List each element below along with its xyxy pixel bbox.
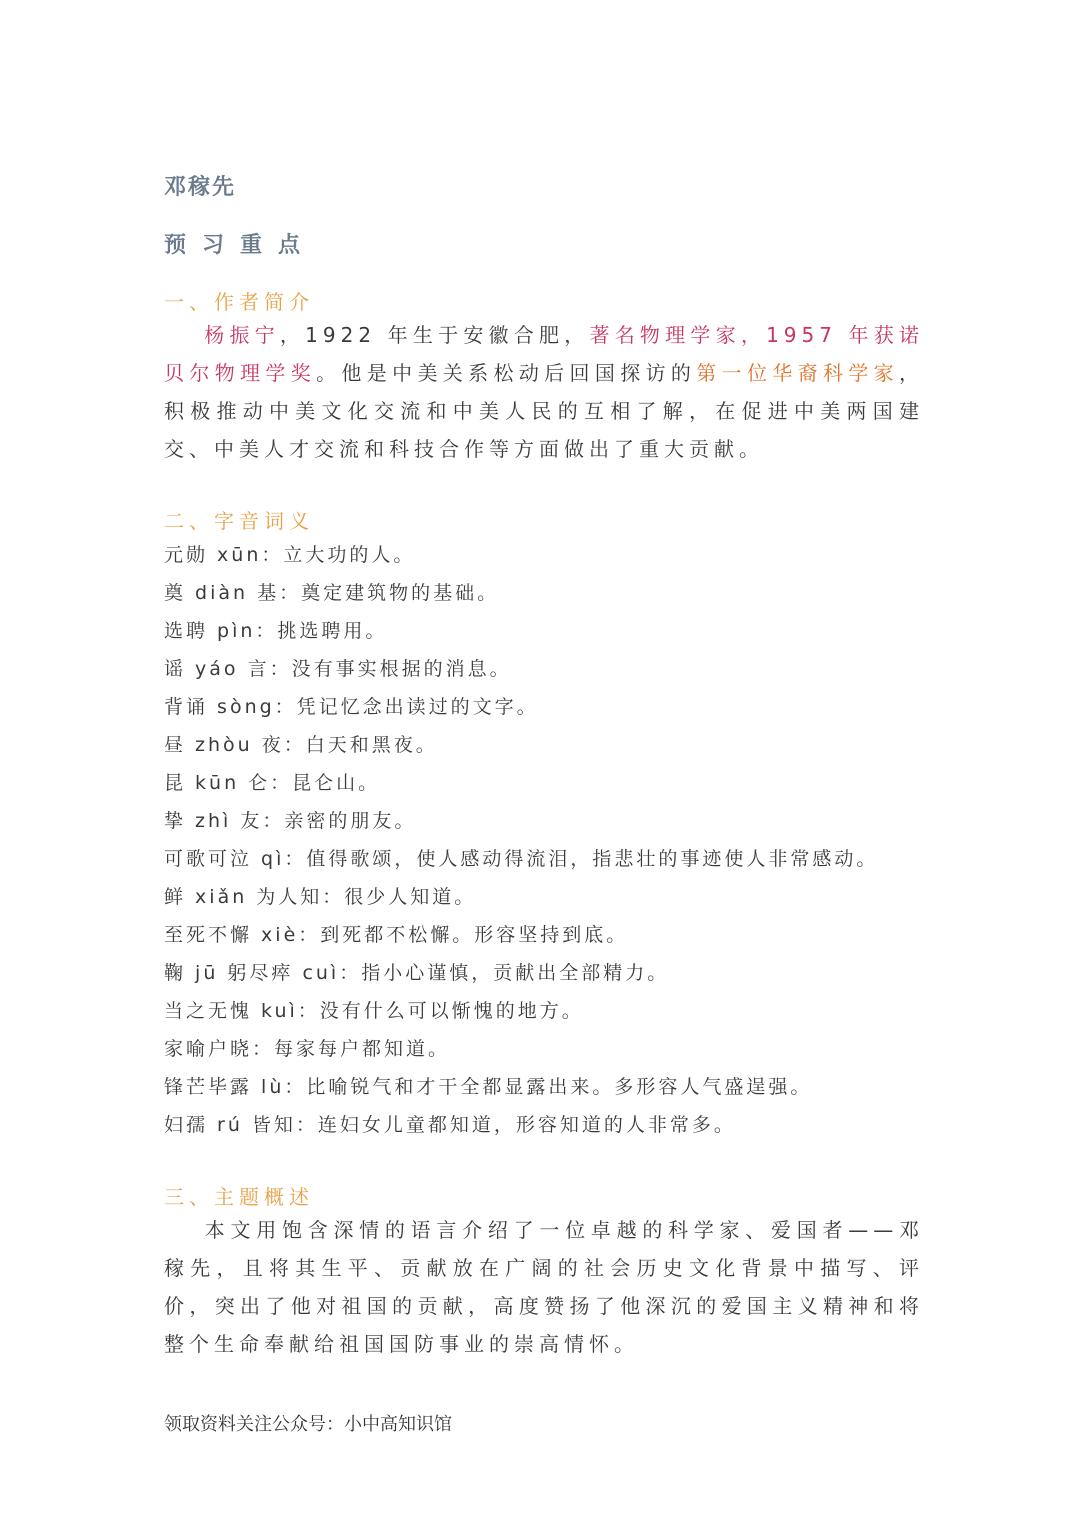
list-item: 元勋 xūn：立大功的人。 [164,544,416,566]
footer-note: 领取资料关注公众号：小中高知识馆 [164,1414,452,1435]
list-item: 妇孺 rú 皆知：连妇女儿童都知道，形容知道的人非常多。 [164,1114,736,1136]
section-heading-author: 一、作者简介 [164,290,314,314]
list-item: 锋芒毕露 lù：比喻锐气和才干全都显露出来。多形容人气盛逞强。 [164,1076,813,1098]
list-item: 当之无愧 kuì：没有什么可以惭愧的地方。 [164,1000,584,1022]
paragraph-text: 本文用饱含深情的语言介绍了一位卓越的科学家、爱国者——邓稼先，且将其生平、贡献放在广阔的社会历史文化背景中描写、评价，突出了他对祖国的贡献，高度赞扬了他深沉的爱国主义精神和将整个生命奉献给祖国国防事业的崇高情怀。 [164,1218,924,1356]
author-highlight: 著名物理学家，1957 年获诺贝尔物理学奖 [164,323,925,385]
list-item: 挚 zhì 友：亲密的朋友。 [164,810,417,832]
page-title: 邓稼先 [164,175,237,200]
section-heading-vocab: 二、字音词义 [164,509,314,533]
list-item: 背诵 sòng：凭记忆念出读过的文字。 [164,696,539,718]
list-item: 鲜 xiǎn 为人知：很少人知道。 [164,886,477,908]
vocab-list [164,536,944,1144]
page-subtitle: 预习重点 [164,233,317,258]
paragraph-text: ，积极推动中美文化交流和中美人民的互相了解，在促进中美两国建交、中美人才交流和科技合作等方面做出了重大贡献。 [164,361,925,461]
theme-paragraph [164,1211,924,1363]
author-highlight-orange: 第一位华裔科学家 [696,361,900,385]
paragraph-text: ，1922 年生于安徽合肥， [279,323,590,347]
list-item: 谣 yáo 言：没有事实根据的消息。 [164,658,512,680]
list-item: 选聘 pìn：挑选聘用。 [164,620,388,642]
author-name: 杨振宁 [204,323,280,347]
list-item: 可歌可泣 qì：值得歌颂，使人感动得流泪，指悲壮的事迹使人非常感动。 [164,848,879,870]
list-item: 昆 kūn 仑：昆仑山。 [164,772,381,794]
paragraph-text: 。他是中美关系松动后回国探访的 [316,361,697,385]
section-heading-theme: 三、主题概述 [164,1185,314,1209]
list-item: 至死不懈 xiè：到死都不松懈。形容坚持到底。 [164,924,629,946]
list-item: 鞠 jū 躬尽瘁 cuì：指小心谨慎，贡献出全部精力。 [164,962,670,984]
list-item: 家喻户晓：每家每户都知道。 [164,1038,451,1060]
list-item: 昼 zhòu 夜：白天和黑夜。 [164,734,438,756]
author-paragraph [164,316,924,468]
list-item: 奠 diàn 基：奠定建筑物的基础。 [164,582,500,604]
